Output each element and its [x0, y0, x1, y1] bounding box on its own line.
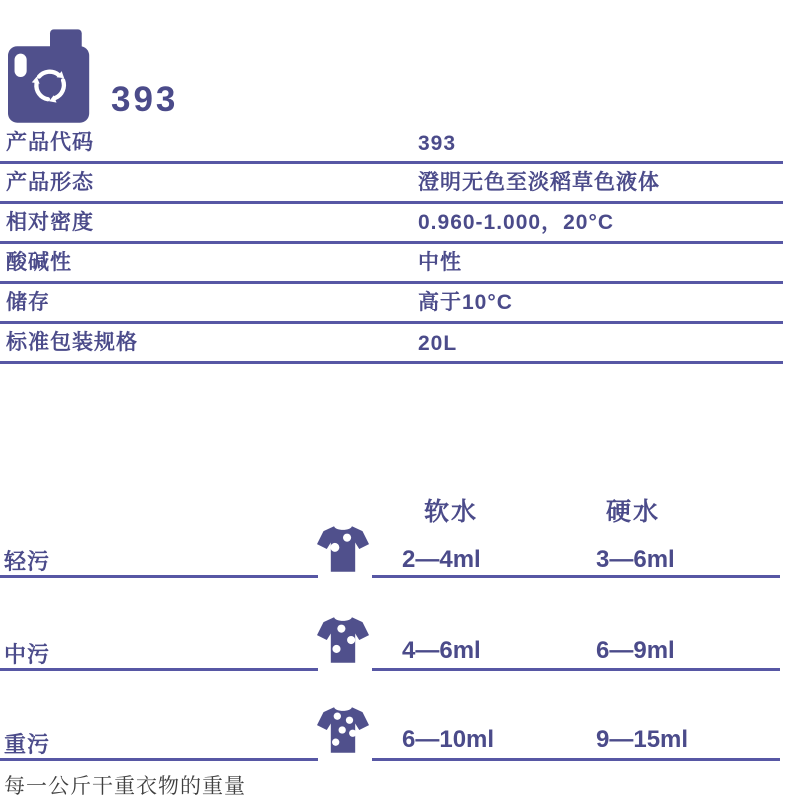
dosage-hard-water-value: 6—9ml [596, 637, 675, 664]
dosage-row-label: 中污 [4, 642, 51, 667]
spec-label: 产品代码 [6, 131, 94, 154]
divider [372, 758, 780, 761]
spec-value: 0.960-1.000，20°C [418, 211, 615, 234]
spec-table [0, 124, 783, 364]
dosage-row-label: 重污 [4, 732, 51, 757]
divider [0, 758, 318, 761]
spec-row-product-form [0, 164, 783, 204]
spec-label: 产品形态 [6, 171, 94, 194]
dosage-soft-water-value: 2—4ml [402, 546, 481, 573]
spec-label: 标准包装规格 [6, 331, 138, 354]
spec-label: 储存 [6, 291, 50, 314]
spec-row-storage [0, 284, 783, 324]
dosage-hard-water-value: 9—15ml [596, 726, 689, 753]
spec-value: 高于10°C [418, 291, 513, 314]
spec-row-ph [0, 244, 783, 284]
dosage-hard-water-value: 3—6ml [596, 546, 675, 573]
dosage-row-label: 轻污 [4, 549, 51, 574]
spec-value: 20L [418, 332, 458, 355]
spec-row-product-code [0, 124, 783, 164]
tshirt-heavy-soil-icon [317, 704, 369, 756]
page-title-product-code: 393 [111, 80, 179, 119]
divider [0, 575, 318, 578]
spec-row-package-size [0, 324, 783, 364]
spec-label: 酸碱性 [6, 251, 72, 274]
spec-value: 393 [418, 132, 457, 155]
divider [0, 668, 318, 671]
spec-row-relative-density [0, 204, 783, 244]
divider [372, 668, 780, 671]
column-header-hard-water: 硬水 [606, 498, 661, 526]
spec-value: 中性 [418, 251, 462, 274]
tshirt-light-soil-icon [317, 523, 369, 575]
spec-value: 澄明无色至淡稻草色液体 [418, 171, 660, 194]
tshirt-medium-soil-icon [317, 614, 369, 666]
dosage-soft-water-value: 4—6ml [402, 637, 481, 664]
dosage-soft-water-value: 6—10ml [402, 726, 495, 753]
column-header-soft-water: 软水 [424, 498, 479, 526]
spec-label: 相对密度 [6, 211, 94, 234]
dosage-footnote: 每一公斤干重衣物的重量 [4, 774, 246, 798]
divider [372, 575, 780, 578]
detergent-jug-recycle-icon [8, 28, 92, 126]
